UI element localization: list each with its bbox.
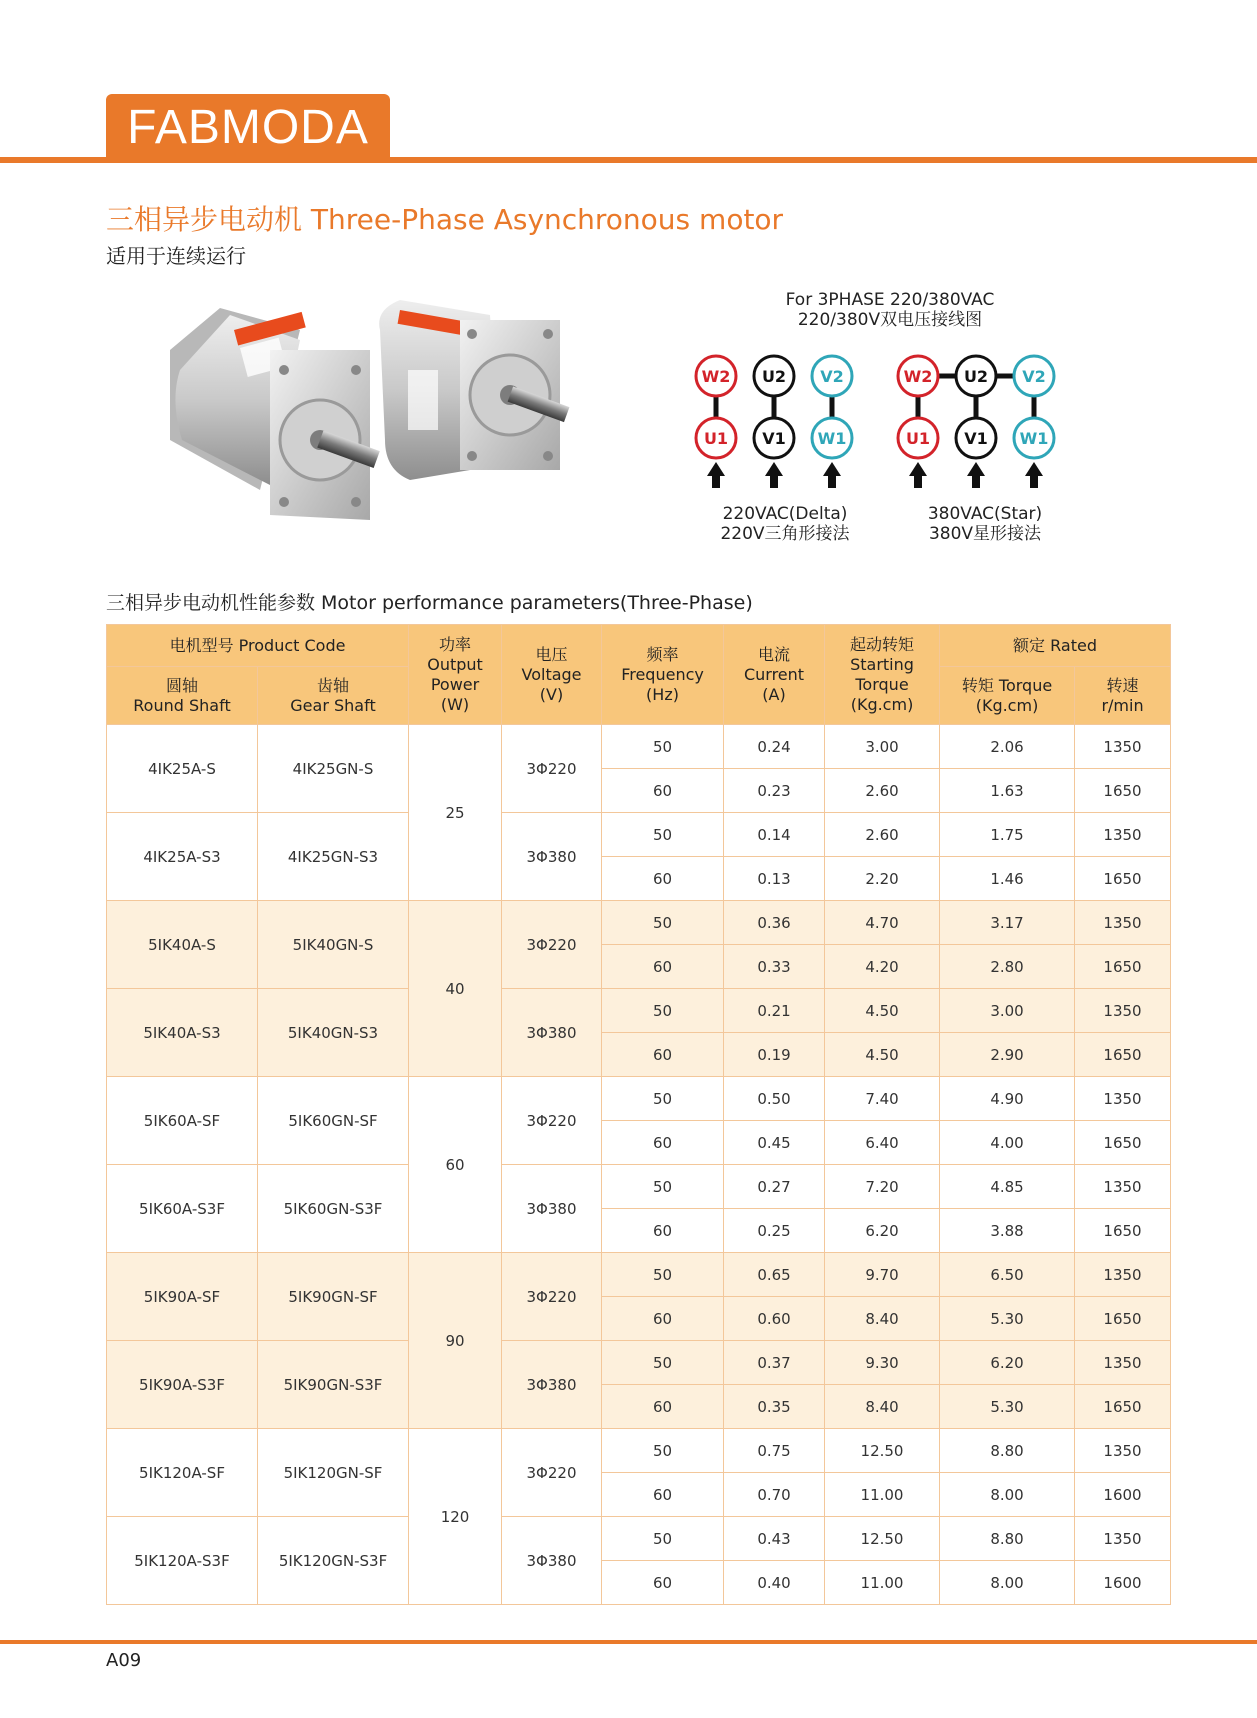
starting-torque: 7.20 (825, 1165, 940, 1209)
delta-caption-line1: 220VAC(Delta) (722, 504, 848, 524)
rated-torque: 8.80 (940, 1517, 1075, 1561)
header-rated-speed (1075, 667, 1171, 725)
star-caption-line1: 380VAC(Star) (927, 504, 1043, 524)
star-supply-arrow-stem (914, 474, 922, 488)
table-title: 三相异步电动机性能参数 Motor performance parameters(Three-Phase) (106, 592, 753, 614)
frequency: 50 (602, 1165, 724, 1209)
rated-torque: 4.90 (940, 1077, 1075, 1121)
current: 0.27 (724, 1165, 825, 1209)
delta-supply-arrow-icon (823, 462, 841, 476)
frequency: 60 (602, 1385, 724, 1429)
voltage: 3Φ380 (502, 989, 602, 1077)
header-power-unit: (W) (440, 694, 470, 714)
header-power-cn: 功率 (439, 634, 472, 654)
frequency: 50 (602, 1341, 724, 1385)
starting-torque: 2.20 (825, 857, 940, 901)
gear-shaft-code: 5IK40GN-S3 (258, 989, 409, 1077)
rated-speed: 1600 (1075, 1561, 1171, 1605)
brand-logo: FABMODA (106, 94, 390, 160)
rated-torque: 3.17 (940, 901, 1075, 945)
header-voltage-cn: 电压 (535, 644, 568, 664)
frequency: 60 (602, 1473, 724, 1517)
star-supply-arrow-icon (909, 462, 927, 476)
star-supply-arrow-stem (972, 474, 980, 488)
current: 0.70 (724, 1473, 825, 1517)
rated-torque: 3.00 (940, 989, 1075, 1033)
frequency: 60 (602, 1561, 724, 1605)
rated-torque: 1.46 (940, 857, 1075, 901)
frequency: 50 (602, 1517, 724, 1561)
star-supply-arrow-icon (1025, 462, 1043, 476)
table-row (107, 1253, 1171, 1297)
header-current-en: Current (743, 664, 805, 684)
table-row (107, 1341, 1171, 1385)
header-voltage-unit: (V) (539, 684, 564, 704)
star-terminal-label: W1 (1019, 429, 1049, 448)
rated-speed: 1650 (1075, 857, 1171, 901)
header-power-en: Output (427, 654, 483, 674)
rated-torque: 1.63 (940, 769, 1075, 813)
starting-torque: 9.30 (825, 1341, 940, 1385)
rated-speed: 1650 (1075, 945, 1171, 989)
delta-caption (680, 504, 890, 544)
header-product-code: 电机型号 Product Code (107, 625, 409, 667)
frequency: 50 (602, 989, 724, 1033)
rated-speed: 1650 (1075, 1033, 1171, 1077)
header-round-shaft-cn: 圆轴 (165, 675, 198, 695)
gear-shaft-code: 5IK120GN-S3F (258, 1517, 409, 1605)
round-shaft-code: 5IK40A-S3 (107, 989, 258, 1077)
table-row (107, 1077, 1171, 1121)
header-current-unit: (A) (762, 684, 786, 704)
round-shaft-code: 5IK40A-S (107, 901, 258, 989)
rated-torque: 8.80 (940, 1429, 1075, 1473)
rated-torque: 8.00 (940, 1561, 1075, 1605)
starting-torque: 4.50 (825, 1033, 940, 1077)
rated-torque: 2.06 (940, 725, 1075, 769)
header-rated-speed-cn: 转速 (1106, 675, 1139, 695)
gear-shaft-code: 5IK60GN-S3F (258, 1165, 409, 1253)
gear-shaft-code: 5IK40GN-S (258, 901, 409, 989)
table-body (107, 725, 1171, 1605)
frequency: 60 (602, 857, 724, 901)
star-terminal-label: V2 (1022, 367, 1046, 386)
header-gear-shaft-en: Gear Shaft (290, 695, 376, 715)
header-gear-shaft-cn: 齿轴 (317, 675, 350, 695)
rated-torque: 4.85 (940, 1165, 1075, 1209)
frequency: 50 (602, 725, 724, 769)
rated-torque: 5.30 (940, 1297, 1075, 1341)
rated-torque: 3.88 (940, 1209, 1075, 1253)
starting-torque: 2.60 (825, 813, 940, 857)
header-current (724, 625, 825, 725)
star-supply-arrow-icon (967, 462, 985, 476)
header-start-en2: Torque (855, 674, 909, 694)
rated-speed: 1650 (1075, 1209, 1171, 1253)
table-row (107, 725, 1171, 769)
gear-shaft-code: 5IK90GN-S3F (258, 1341, 409, 1429)
output-power: 120 (409, 1429, 502, 1605)
header-voltage-en: Voltage (521, 664, 582, 684)
frequency: 50 (602, 1429, 724, 1473)
round-shaft-code: 5IK90A-SF (107, 1253, 258, 1341)
wiring-diagram (680, 290, 1100, 550)
rated-torque: 2.80 (940, 945, 1075, 989)
frequency: 60 (602, 1209, 724, 1253)
rated-speed: 1650 (1075, 1385, 1171, 1429)
motor-product-photo (160, 290, 600, 550)
starting-torque: 11.00 (825, 1473, 940, 1517)
rated-speed: 1350 (1075, 1077, 1171, 1121)
header-starting-torque (825, 625, 940, 725)
header-rated-torque (940, 667, 1075, 725)
table-header (107, 625, 1171, 725)
rated-speed: 1350 (1075, 1165, 1171, 1209)
star-terminal-label: U1 (905, 429, 931, 448)
voltage: 3Φ380 (502, 1165, 602, 1253)
round-shaft-code: 4IK25A-S (107, 725, 258, 813)
output-power: 60 (409, 1077, 502, 1253)
voltage: 3Φ220 (502, 1429, 602, 1517)
header-rated-torque-cn: 转矩 Torque (961, 675, 1053, 695)
header-gear-shaft (258, 667, 409, 725)
gear-shaft-code: 5IK120GN-SF (258, 1429, 409, 1517)
rated-speed: 1600 (1075, 1473, 1171, 1517)
current: 0.36 (724, 901, 825, 945)
table-row (107, 901, 1171, 945)
header-rule (0, 157, 1257, 163)
delta-terminal-label: V2 (820, 367, 844, 386)
current: 0.21 (724, 989, 825, 1033)
star-terminal-label: U2 (963, 367, 989, 386)
star-terminal-label: W2 (903, 367, 933, 386)
rated-speed: 1350 (1075, 1253, 1171, 1297)
rated-speed: 1650 (1075, 769, 1171, 813)
page-title: 三相异步电动机 Three-Phase Asynchronous motor (106, 203, 784, 236)
gear-shaft-code: 5IK60GN-SF (258, 1077, 409, 1165)
starting-torque: 8.40 (825, 1297, 940, 1341)
current: 0.75 (724, 1429, 825, 1473)
rated-speed: 1650 (1075, 1121, 1171, 1165)
header-frequency-en: Frequency (621, 664, 704, 684)
current: 0.13 (724, 857, 825, 901)
table-row (107, 1429, 1171, 1473)
current: 0.24 (724, 725, 825, 769)
starting-torque: 2.60 (825, 769, 940, 813)
table-row (107, 813, 1171, 857)
current: 0.14 (724, 813, 825, 857)
header-start-unit: (Kg.cm) (850, 694, 914, 714)
gear-shaft-code: 5IK90GN-SF (258, 1253, 409, 1341)
rated-speed: 1350 (1075, 989, 1171, 1033)
current: 0.37 (724, 1341, 825, 1385)
frequency: 60 (602, 945, 724, 989)
star-caption-line2: 380V星形接法 (928, 524, 1042, 544)
header-voltage (502, 625, 602, 725)
delta-terminal-label: W1 (817, 429, 847, 448)
voltage: 3Φ380 (502, 1341, 602, 1429)
round-shaft-code: 4IK25A-S3 (107, 813, 258, 901)
output-power: 25 (409, 725, 502, 901)
header-power-en2: Power (430, 674, 480, 694)
header-rated: 额定 Rated (940, 625, 1171, 667)
voltage: 3Φ220 (502, 1077, 602, 1165)
wiring-title-line2: 220/380V双电压接线图 (797, 310, 983, 330)
rated-torque: 8.00 (940, 1473, 1075, 1517)
rated-speed: 1350 (1075, 1341, 1171, 1385)
starting-torque: 11.00 (825, 1561, 940, 1605)
output-power: 40 (409, 901, 502, 1077)
current: 0.19 (724, 1033, 825, 1077)
current: 0.60 (724, 1297, 825, 1341)
round-shaft-code: 5IK60A-SF (107, 1077, 258, 1165)
delta-terminal-label: V1 (762, 429, 786, 448)
star-terminal-label: V1 (964, 429, 988, 448)
table-row (107, 989, 1171, 1033)
starting-torque: 12.50 (825, 1517, 940, 1561)
starting-torque: 6.40 (825, 1121, 940, 1165)
frequency: 50 (602, 901, 724, 945)
table-row (107, 1165, 1171, 1209)
delta-terminal-label: W2 (701, 367, 731, 386)
voltage: 3Φ380 (502, 1517, 602, 1605)
table-row (107, 1517, 1171, 1561)
header-round-shaft (107, 667, 258, 725)
current: 0.23 (724, 769, 825, 813)
current: 0.33 (724, 945, 825, 989)
frequency: 60 (602, 1297, 724, 1341)
rated-torque: 2.90 (940, 1033, 1075, 1077)
star-caption (880, 504, 1090, 544)
current: 0.45 (724, 1121, 825, 1165)
rated-speed: 1350 (1075, 1429, 1171, 1473)
frequency: 50 (602, 813, 724, 857)
voltage: 3Φ380 (502, 813, 602, 901)
rated-torque: 5.30 (940, 1385, 1075, 1429)
frequency: 60 (602, 1121, 724, 1165)
header-round-shaft-en: Round Shaft (133, 695, 231, 715)
gear-shaft-code: 4IK25GN-S (258, 725, 409, 813)
round-shaft-code: 5IK90A-S3F (107, 1341, 258, 1429)
current: 0.43 (724, 1517, 825, 1561)
page-subtitle: 适用于连续运行 (106, 244, 246, 268)
starting-torque: 7.40 (825, 1077, 940, 1121)
wiring-title-line1: For 3PHASE 220/380VAC (785, 290, 995, 310)
header-rated-speed-unit: r/min (1101, 695, 1144, 715)
starting-torque: 9.70 (825, 1253, 940, 1297)
starting-torque: 12.50 (825, 1429, 940, 1473)
delta-supply-arrow-stem (712, 474, 720, 488)
voltage: 3Φ220 (502, 901, 602, 989)
starting-torque: 4.70 (825, 901, 940, 945)
current: 0.40 (724, 1561, 825, 1605)
header-frequency-unit: (Hz) (646, 684, 679, 704)
header-frequency-cn: 频率 (646, 644, 679, 664)
frequency: 60 (602, 769, 724, 813)
frequency: 50 (602, 1253, 724, 1297)
star-supply-arrow-stem (1030, 474, 1038, 488)
current: 0.25 (724, 1209, 825, 1253)
starting-torque: 4.50 (825, 989, 940, 1033)
output-power: 90 (409, 1253, 502, 1429)
header-rated-torque-unit: (Kg.cm) (975, 695, 1039, 715)
delta-terminal-label: U2 (761, 367, 787, 386)
delta-supply-arrow-stem (828, 474, 836, 488)
delta-supply-arrow-stem (770, 474, 778, 488)
round-shaft-code: 5IK120A-S3F (107, 1517, 258, 1605)
delta-supply-arrow-icon (707, 462, 725, 476)
frequency: 50 (602, 1077, 724, 1121)
rated-torque: 6.50 (940, 1253, 1075, 1297)
delta-terminal-label: U1 (703, 429, 729, 448)
round-shaft-code: 5IK120A-SF (107, 1429, 258, 1517)
header-current-cn: 电流 (758, 644, 791, 664)
voltage: 3Φ220 (502, 725, 602, 813)
rated-speed: 1350 (1075, 813, 1171, 857)
rated-speed: 1350 (1075, 1517, 1171, 1561)
current: 0.35 (724, 1385, 825, 1429)
motor-left (170, 308, 380, 520)
header-start-cn: 起动转矩 (850, 634, 915, 654)
motor-right (379, 300, 569, 480)
starting-torque: 3.00 (825, 725, 940, 769)
starting-torque: 6.20 (825, 1209, 940, 1253)
frequency: 60 (602, 1033, 724, 1077)
performance-table (106, 624, 1171, 1605)
header-power (409, 625, 502, 725)
rated-speed: 1350 (1075, 725, 1171, 769)
gear-shaft-code: 4IK25GN-S3 (258, 813, 409, 901)
rated-speed: 1650 (1075, 1297, 1171, 1341)
footer-rule (0, 1640, 1257, 1644)
round-shaft-code: 5IK60A-S3F (107, 1165, 258, 1253)
rated-torque: 6.20 (940, 1341, 1075, 1385)
delta-caption-line2: 220V三角形接法 (720, 524, 850, 544)
delta-supply-arrow-icon (765, 462, 783, 476)
rated-torque: 4.00 (940, 1121, 1075, 1165)
voltage: 3Φ220 (502, 1253, 602, 1341)
rated-speed: 1350 (1075, 901, 1171, 945)
starting-torque: 8.40 (825, 1385, 940, 1429)
header-start-en: Starting (850, 654, 914, 674)
header-frequency (602, 625, 724, 725)
rated-torque: 1.75 (940, 813, 1075, 857)
page-number: A09 (106, 1650, 142, 1671)
current: 0.65 (724, 1253, 825, 1297)
current: 0.50 (724, 1077, 825, 1121)
starting-torque: 4.20 (825, 945, 940, 989)
